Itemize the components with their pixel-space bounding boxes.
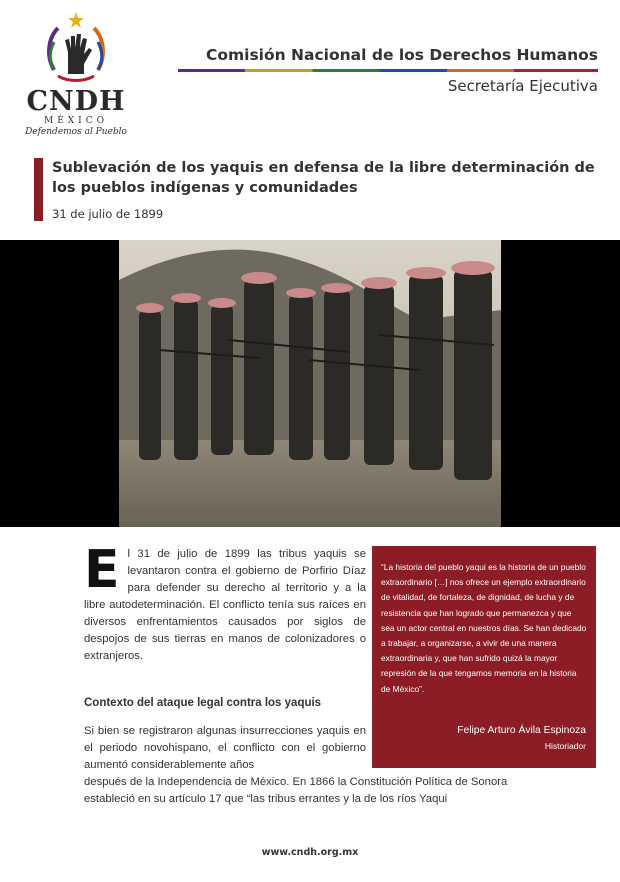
raised-hand-emblem-icon <box>44 12 108 82</box>
drop-cap: E <box>84 540 120 600</box>
quote-author: Felipe Arturo Ávila Espinoza <box>457 725 586 736</box>
article-header <box>34 158 612 221</box>
intro-paragraph <box>84 540 366 665</box>
article-title: Sublevación de los yaquis en defensa de la libre determinación de los pueblos indígenas y comunidades <box>52 160 595 196</box>
article-date: 31 de julio de 1899 <box>52 207 164 221</box>
quote-box <box>372 546 596 768</box>
section-paragraph-wide: después de la Independencia de México. En 1866 la Constitución Política de Sonora estableció en su artículo 17 que “las tribus errantes y la de los ríos Yaqui <box>84 776 508 805</box>
organization-header <box>178 46 598 95</box>
historical-photo-yaqui-warriors <box>119 240 501 527</box>
cndh-logo <box>22 12 132 137</box>
quote-author-role: Historiador <box>544 741 586 751</box>
color-divider <box>178 69 598 72</box>
photo-band <box>0 240 620 527</box>
section-heading: Contexto del ataque legal contra los yaquis <box>84 697 322 709</box>
section-paragraph-narrow: Si bien se registraron algunas insurrecciones yaquis en el periodo novohispano, el conflicto con el gobierno aumentó considerablemente años <box>84 725 366 771</box>
logo-motto: Defendemos al Pueblo <box>25 127 127 137</box>
organization-name: Comisión Nacional de los Derechos Humanos <box>205 46 598 64</box>
intro-text: l 31 de julio de 1899 las tribus yaquis se levantaron contra el gobierno de Porfirio Díaz para defender su derecho al territorio y a la libre autodeterminación. El conflicto tenía sus raíces en diversos enfrentamientos causados por siglos de despojos de sus tierras en manos de colonizadores o extranjeros. <box>84 548 366 662</box>
footer-url[interactable]: www.cndh.org.mx <box>261 847 359 858</box>
department-name: Secretaría Ejecutiva <box>447 77 598 95</box>
logo-acronym: CNDH <box>26 86 126 117</box>
logo-country: MÉXICO <box>43 116 108 126</box>
quote-text: “La historia del pueblo yaqui es la historia de un pueblo extraordinario […] nos ofrece un ejemplo extraordinario de vitalidad, de fortaleza, de dignidad, de lucha y de resistencia que han logrado que permanezca y que sea un actor central en nuestros días. Se han dedicado a trabajar, a organizarse, a vivir de una manera extraordinaria y, que han sufrido quizá la mayor represión de la que tengamos memoria en la historia de México”. <box>381 562 587 694</box>
